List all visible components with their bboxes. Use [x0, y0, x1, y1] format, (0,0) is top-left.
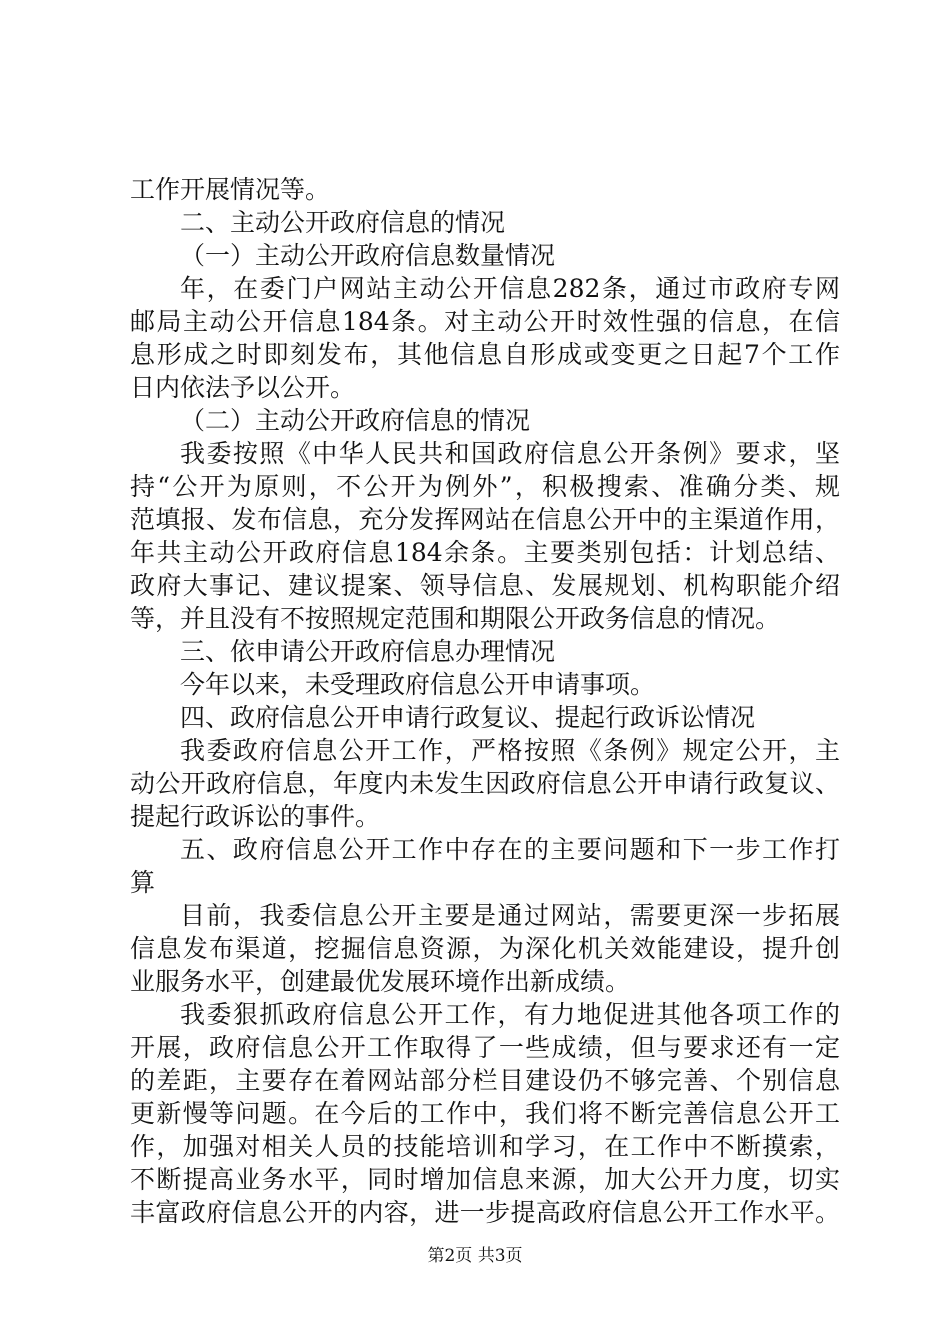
text-line: 作，加强对相关人员的技能培训和学习，在工作中不断摸索， — [130, 1132, 840, 1161]
document-body — [130, 173, 840, 1229]
text-line: 今年以来，未受理政府信息公开申请事项。 — [180, 670, 656, 699]
text-line: 日内依法予以公开。 — [130, 373, 356, 402]
text-line: 信息发布渠道，挖掘信息资源，为深化机关效能建设，提升创 — [130, 934, 840, 963]
text-line: 邮局主动公开信息184条。对主动公开时效性强的信息，在信 — [130, 307, 840, 336]
text-line: 提起行政诉讼的事件。 — [130, 802, 381, 831]
text-line: 更新慢等问题。在今后的工作中，我们将不断完善信息公开工 — [130, 1099, 840, 1128]
text-line: 我委政府信息公开工作，严格按照《条例》规定公开，主 — [180, 736, 840, 765]
text-line: 我委按照《中华人民共和国政府信息公开条例》要求，坚 — [180, 439, 840, 468]
subsection-heading: （二）主动公开政府信息的情况 — [180, 406, 531, 435]
section-heading: 三、依申请公开政府信息办理情况 — [180, 637, 556, 666]
section-heading-continuation: 算 — [130, 868, 156, 897]
text-line: 等，并且没有不按照规定范围和期限公开政务信息的情况。 — [130, 604, 781, 633]
text-line: 目前，我委信息公开主要是通过网站，需要更深一步拓展 — [180, 901, 840, 930]
text-line: 政府大事记、建议提案、领导信息、发展规划、机构职能介绍 — [130, 571, 840, 600]
text-line: 持“公开为原则，不公开为例外”，积极搜索、准确分类、规 — [130, 472, 840, 501]
text-line: 业服务水平，创建最优发展环境作出新成绩。 — [130, 967, 631, 996]
section-heading: 四、政府信息公开申请行政复议、提起行政诉讼情况 — [180, 703, 756, 732]
subsection-heading: （一）主动公开政府信息数量情况 — [180, 241, 556, 270]
page-number-label: 第2页 共3页 — [427, 1246, 523, 1266]
text-line: 丰富政府信息公开的内容，进一步提高政府信息公开工作水平。 — [130, 1198, 840, 1227]
text-line: 年共主动公开政府信息184余条。主要类别包括：计划总结、 — [130, 538, 840, 567]
text-line: 范填报、发布信息，充分发挥网站在信息公开中的主渠道作用， — [130, 505, 840, 534]
page-footer — [0, 1244, 950, 1268]
text-line: 动公开政府信息，年度内未发生因政府信息公开申请行政复议、 — [130, 769, 840, 798]
section-heading: 五、政府信息公开工作中存在的主要问题和下一步工作打 — [180, 835, 840, 864]
text-line: 息形成之时即刻发布，其他信息自形成或变更之日起7个工作 — [130, 340, 840, 369]
text-line: 不断提高业务水平，同时增加信息来源，加大公开力度，切实 — [130, 1165, 840, 1194]
text-line: 开展，政府信息公开工作取得了一些成绩，但与要求还有一定 — [130, 1033, 840, 1062]
text-line: 年，在委门户网站主动公开信息282条，通过市政府专网 — [180, 274, 840, 303]
text-line: 工作开展情况等。 — [130, 175, 331, 204]
text-line: 我委狠抓政府信息公开工作，有力地促进其他各项工作的 — [180, 1000, 840, 1029]
text-line: 的差距，主要存在着网站部分栏目建设仍不够完善、个别信息 — [130, 1066, 840, 1095]
section-heading: 二、主动公开政府信息的情况 — [180, 208, 506, 237]
